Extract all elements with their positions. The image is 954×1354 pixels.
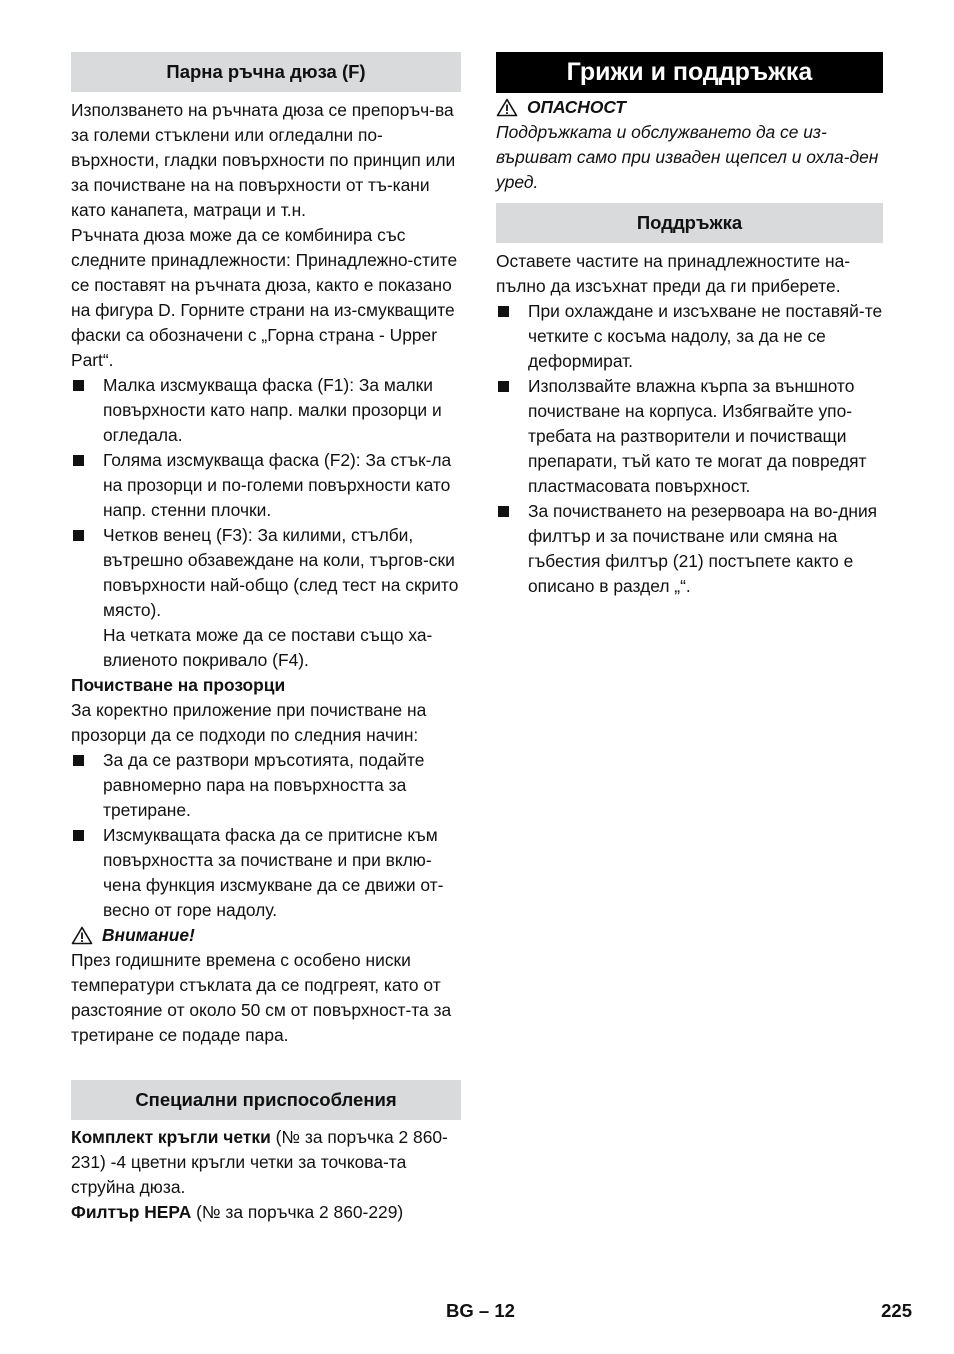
warning-triangle-icon: [71, 926, 93, 945]
page-number: 225: [881, 1300, 912, 1321]
paragraph-caution: През годишните времена с особено ниски температури стъклата да се подгреят, като от разстояние от около 50 см от повърхност-та за третиране се подаде пара.: [71, 950, 452, 1045]
square-bullet-icon: [498, 381, 509, 392]
accessory-round-brushes: Комплект кръгли четки (№ за поръчка 2 860-231) -4 цветни кръгли четки за точкова-та струйна дюза.: [71, 1127, 448, 1197]
list-item: Малка изсмукваща фаска (F1): За малки повърхности като напр. малки прозорци и огледала.: [71, 373, 461, 448]
left-column: [71, 52, 461, 1225]
list-item: Голяма изсмукваща фаска (F2): За стък-ла на прозорци и по-големи повърхности като напр. стенни плочки.: [71, 448, 461, 523]
section-title-steam-hand-nozzle: Парна ръчна дюза (F): [71, 52, 461, 92]
square-bullet-icon: [498, 506, 509, 517]
maintenance-list: [496, 299, 883, 599]
window-cleaning-steps: [71, 748, 461, 923]
accessory-list: [71, 373, 461, 673]
square-bullet-icon: [73, 530, 84, 541]
paragraph-accessories: Ръчната дюза може да се комбинира със следните принадлежности: Принадлежно-стите се поставят на ръчната дюза, както е показано на фигура D. Горните страни на из-смукващите фаски са обозначени с „Горна страна - Upper Part“.: [71, 225, 458, 370]
chapter-title-care-maintenance: Грижи и поддръжка: [496, 52, 883, 93]
section-title-special-accessories: Специални приспособления: [71, 1080, 461, 1120]
right-column: [496, 52, 883, 599]
section-title-maintenance: Поддръжка: [496, 203, 883, 243]
danger-heading: ОПАСНОСТ: [496, 95, 883, 120]
square-bullet-icon: [73, 830, 84, 841]
list-item: Четков венец (F3): За килими, стълби, вътрешно обзавеждане на коли, търгов-ски повърхности най-общо (след тест на скрито място). На четката може да се постави също ха-влиеното покривало (F4).: [71, 523, 461, 673]
paragraph-dry-parts: Оставете частите на принадлежностите на-пълно да изсъхнат преди да ги приберете.: [496, 251, 851, 296]
square-bullet-icon: [73, 380, 84, 391]
paragraph-hand-nozzle-usage: Използването на ръчната дюза се препоръч-ва за големи стъклени или огледални по-върхности, гладки повърхности по принцип или за почистване на на повърхности от тъ-кани като канапета, матраци и т.н.: [71, 100, 456, 220]
list-item: Използвайте влажна кърпа за външното почистване на корпуса. Избягвайте упо-требата на разтворители и почистващи препарати, тъй като те могат да повредят пластмасовата повърхност.: [496, 374, 883, 499]
paragraph-danger: Поддръжката и обслужването да се из-вършват само при изваден щепсел и охла-ден уред.: [496, 122, 879, 192]
square-bullet-icon: [73, 455, 84, 466]
caution-heading: Внимание!: [71, 923, 461, 948]
square-bullet-icon: [498, 306, 509, 317]
subheading-window-cleaning: Почистване на прозорци: [71, 675, 286, 695]
bullet-note: На четката може да се постави също ха-влиеното покривало (F4).: [103, 625, 433, 670]
warning-triangle-icon: [496, 98, 518, 117]
list-item: При охлаждане и изсъхване не поставяй-те четките с косъма надолу, за да не се деформират.: [496, 299, 883, 374]
square-bullet-icon: [73, 755, 84, 766]
list-item: За почистването на резервоара на во-дния филтър и за почистване или смяна на гъбестия филтър (21) постъпете както е описано в раздел „“.: [496, 499, 883, 599]
accessory-hepa-filter: Филтър HEPA (№ за поръчка 2 860-229): [71, 1202, 404, 1222]
list-item: Изсмукващата фаска да се притисне към повърхността за почистване и при вклю-чена функция изсмукване да се движи от-весно от горе надолу.: [71, 823, 461, 923]
footer-section-label: BG – 12: [446, 1300, 515, 1321]
paragraph-window-cleaning: За коректно приложение при почистване на прозорци да се подходи по следния начин:: [71, 700, 427, 745]
list-item: За да се разтвори мръсотията, подайте равномерно пара на повърхността за третиране.: [71, 748, 461, 823]
